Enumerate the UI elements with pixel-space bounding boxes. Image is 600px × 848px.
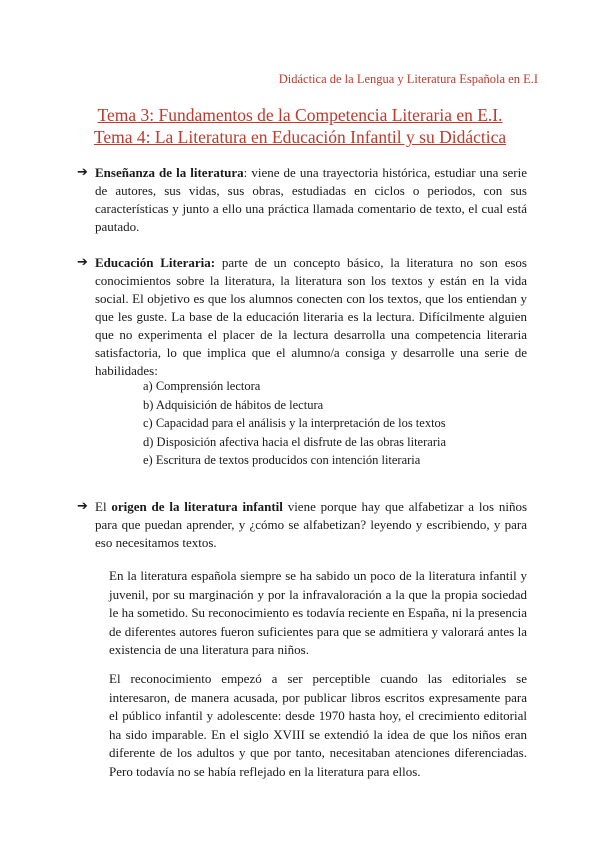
- term-origen: origen de la literatura infantil: [111, 499, 283, 514]
- list-item: e) Escritura de textos producidos con intención literaria: [143, 453, 421, 467]
- text-ensenanza: : viene de una trayectoria histórica, estudiar una serie de autores, sus vidas, sus obras, estudiadas en ciclos o periodos, con sus características y junto a ello una práctica llamada comentario de texto, el cual está pautado.: [95, 165, 527, 234]
- list-item: a) Comprensión lectora: [143, 379, 261, 393]
- paragraph-reconocimiento: El reconocimiento empezó a ser perceptible cuando las editoriales se interesaron, de manera acusada, por publicar libros escritos expresamente para el público infantil y adolescente: desde 1970 hasta hoy, el crecimiento editorial ha sido imparable. En el siglo XVIII se extendió la idea de que los niños eran diferente de los adultos y que por tanto, necesitaban atenciones diferenciadas. Pero todavía no se había reflejado en la literatura para ellos.: [109, 671, 527, 779]
- list-item: d) Disposición afectiva hacia el disfrute de las obras literaria: [143, 434, 447, 449]
- section-educacion-literaria: [77, 254, 527, 380]
- title-tema-3: Tema 3: Fundamentos de la Competencia Literaria en E.I.: [97, 105, 503, 125]
- prefix-origen: El: [95, 499, 112, 514]
- skills-list: [143, 377, 523, 470]
- arrow-right-icon: ➔: [77, 255, 88, 270]
- paragraph-marginacion: En la literatura española siempre se ha sabido un poco de la literatura infantil y juvenil, por su marginación y por la infravaloración a la que la propia sociedad le ha sometido. Su reconocimiento es todavía reciente en España, ni la presencia de diferentes autores fueron suficientes para que se admitiera y valorará antes la existencia de una literatura para niños.: [109, 568, 528, 657]
- text-educacion: parte de un concepto básico, la literatura no son esos conocimientos sobre la literatura, la literatura son los textos y están en la vida social. El objetivo es que los alumnos conecten con los textos, que los entiendan y que les guste. La base de la educación literaria es la lectura. Difícilmente alguien que no experimenta el placer de la lectura desarrolla una competencia literaria satisfactoria, lo que implica que el alumno/a consiga y desarrolle una serie de habilidades:: [95, 255, 527, 378]
- term-educacion: Educación Literaria:: [95, 255, 216, 270]
- list-item: c) Capacidad para el análisis y la interpretación de los textos: [143, 416, 446, 430]
- title-block: [0, 104, 600, 148]
- term-ensenanza: Enseñanza de la literatura: [95, 165, 244, 180]
- title-tema-4: Tema 4: La Literatura en Educación Infantil y su Didáctica: [93, 127, 507, 147]
- arrow-right-icon: ➔: [77, 499, 88, 514]
- arrow-right-icon: ➔: [77, 165, 88, 180]
- text-origen: viene porque hay que alfabetizar a los niños para que puedan aprender, y ¿cómo se alfabetizan? leyendo y escribiendo, y para eso necesitamos textos.: [95, 499, 527, 550]
- section-ensenanza: [77, 164, 527, 236]
- page-header: Didáctica de la Lengua y Literatura Española en E.I: [278, 72, 538, 86]
- list-item: b) Adquisición de hábitos de lectura: [143, 397, 324, 412]
- section-origen: [77, 498, 527, 552]
